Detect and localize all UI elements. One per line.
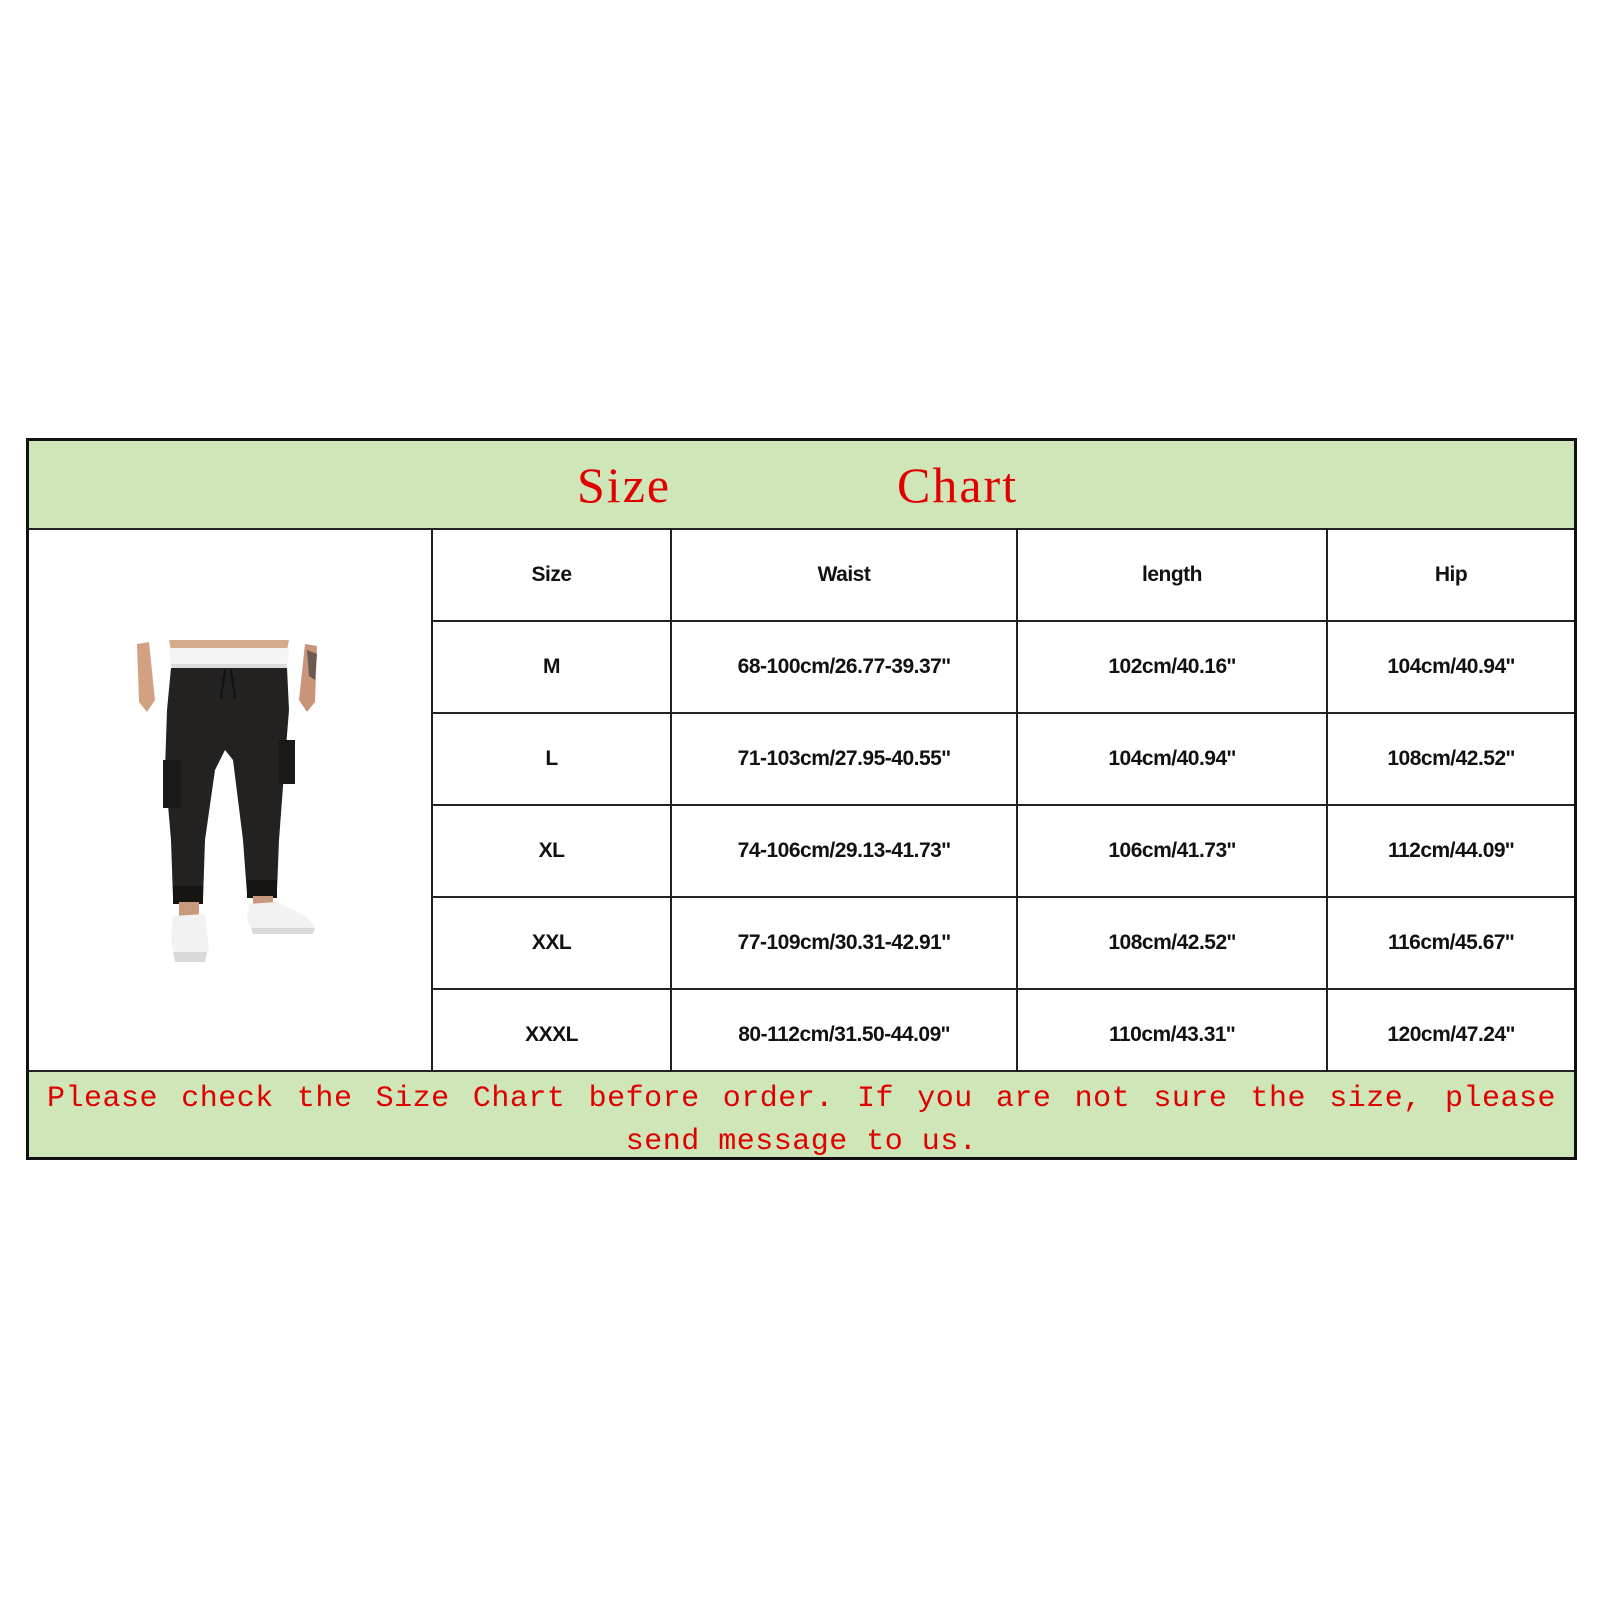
cell-length: 106cm/41.73'' <box>1017 805 1327 897</box>
product-image-cell <box>29 530 433 1070</box>
size-table <box>433 530 1574 1080</box>
cell-size: XXXL <box>433 989 671 1080</box>
footer-note-bar <box>29 1070 1574 1157</box>
table-row <box>433 989 1574 1080</box>
table-header-row <box>433 530 1574 621</box>
title-size: Size <box>577 457 672 513</box>
cell-length: 110cm/43.31'' <box>1017 989 1327 1080</box>
title-chart: Chart <box>897 457 1019 513</box>
cell-size: XXL <box>433 897 671 989</box>
cell-waist: 80-112cm/31.50-44.09'' <box>671 989 1017 1080</box>
table-row <box>433 621 1574 713</box>
header-size: Size <box>433 530 671 621</box>
header-length: length <box>1017 530 1327 621</box>
cell-waist: 71-103cm/27.95-40.55'' <box>671 713 1017 805</box>
cell-size: XL <box>433 805 671 897</box>
cell-size: L <box>433 713 671 805</box>
table-row <box>433 805 1574 897</box>
cargo-jogger-pants-photo <box>129 640 329 970</box>
cell-hip: 116cm/45.67'' <box>1327 897 1574 989</box>
cell-length: 102cm/40.16'' <box>1017 621 1327 713</box>
title-bar <box>29 441 1574 530</box>
table-row <box>433 713 1574 805</box>
cell-waist: 77-109cm/30.31-42.91'' <box>671 897 1017 989</box>
cell-waist: 74-106cm/29.13-41.73'' <box>671 805 1017 897</box>
size-chart <box>26 438 1577 1160</box>
header-hip: Hip <box>1327 530 1574 621</box>
cell-hip: 112cm/44.09'' <box>1327 805 1574 897</box>
cell-length: 108cm/42.52'' <box>1017 897 1327 989</box>
cell-hip: 108cm/42.52'' <box>1327 713 1574 805</box>
footer-note: Please check the Size Chart before order. If you are not sure the size, please send message to us. <box>47 1082 1556 1159</box>
cell-hip: 120cm/47.24'' <box>1387 1023 1515 1046</box>
header-waist: Waist <box>671 530 1017 621</box>
cell-size: M <box>433 621 671 713</box>
cell-length: 104cm/40.94'' <box>1017 713 1327 805</box>
cell-waist: 68-100cm/26.77-39.37'' <box>671 621 1017 713</box>
table-row <box>433 897 1574 989</box>
size-table-area <box>433 530 1574 1070</box>
cell-hip: 104cm/40.94'' <box>1327 621 1574 713</box>
